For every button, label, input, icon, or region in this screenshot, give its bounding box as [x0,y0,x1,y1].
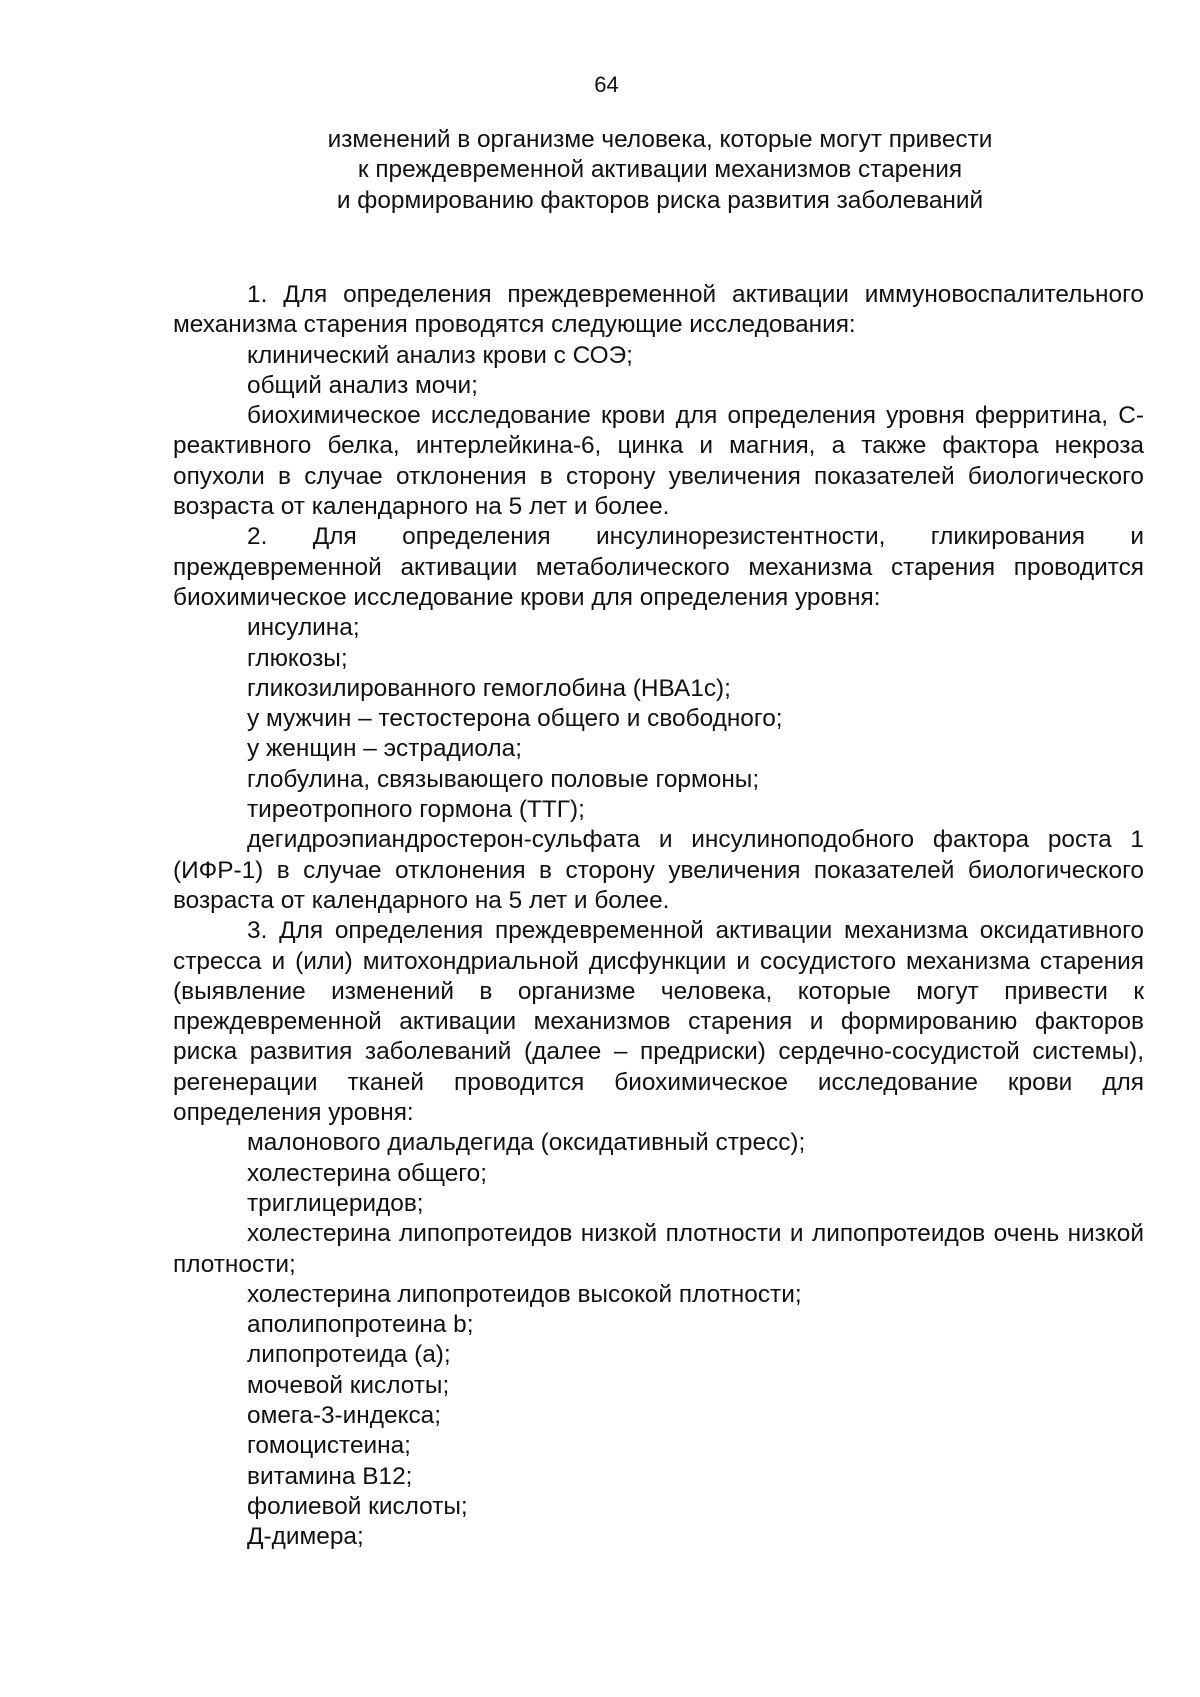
list-item: Д-димера; [247,1523,364,1551]
paragraph-1-final: биохимическое исследование крови для определения уровня ферритина, С-реактивного белка, интерлейкина-6, цинка и магния, а также фактора некроза опухоли в случае отклонения в сторону увеличения показателей биологического возраста от календарного на 5 лет и более. [173,402,1144,521]
list-item: омега-3-индекса; [247,1401,442,1429]
paragraph-2-intro: 2. Для определения инсулинорезистентности, гликирования и преждевременной активации метаболического механизма старения проводится биохимическое исследование крови для определения уровня: [173,523,1144,611]
list-item: гомоцистеина; [247,1432,411,1460]
list-item: тиреотропного гормона (ТТГ); [247,796,585,824]
list-item: инсулина; [247,614,360,642]
list-item: мочевой кислоты; [247,1371,450,1399]
list-item: гликозилированного гемоглобина (НВА1с); [247,674,731,702]
list-item: глюкозы; [247,644,348,672]
list-item: клинический анализ крови с СОЭ; [247,341,633,369]
paragraph-2-final: дегидроэпиандростерон-сульфата и инсулиноподобного фактора роста 1 (ИФР-1) в случае отклонения в сторону увеличения показателей биологического возраста от календарного на 5 лет и более. [173,826,1144,914]
list-item: глобулина, связывающего половые гормоны; [247,765,760,793]
list-item: аполипопротеина b; [247,1311,474,1339]
list-item: липопротеида (а); [247,1341,451,1369]
paragraph-3-intro: 3. Для определения преждевременной активации механизма оксидативного стресса и (или) митохондриальной дисфункции и сосудистого механизма старения (выявление изменений в организме человека, которые могут привести к преждевременной активации механизмов старения и формированию факторов риска развития заболеваний (далее – предриски) сердечно-сосудистой системы), регенерации тканей проводится биохимическое исследование крови для определения уровня: [173,917,1144,1127]
section-heading [260,125,1060,216]
list-item: холестерина общего; [247,1159,487,1187]
heading-line: к преждевременной активации механизмов старения [357,156,963,184]
list-item: витамина В12; [247,1462,413,1490]
heading-line: изменений в организме человека, которые могут привести [327,126,993,153]
list-item: холестерина липопротеидов высокой плотности; [247,1280,802,1308]
list-item: общий анализ мочи; [247,371,478,399]
paragraph-1-intro: 1. Для определения преждевременной активации иммуновоспалительного механизма старения проводятся следующие исследования: [173,281,1144,339]
paragraph-3-wrapped-item: холестерина липопротеидов низкой плотности и липопротеидов очень низкой плотности; [173,1220,1144,1278]
list-item: триглицеридов; [247,1189,424,1217]
heading-line: и формированию факторов риска развития заболеваний [336,186,984,214]
document-body [173,280,1144,1552]
list-item: у мужчин – тестостерона общего и свободного; [247,705,783,733]
list-item: фолиевой кислоты; [247,1492,468,1520]
list-item: у женщин – эстрадиола; [247,735,523,763]
list-item: малонового диальдегида (оксидативный стресс); [247,1129,806,1157]
page-number: 64 [594,72,619,97]
